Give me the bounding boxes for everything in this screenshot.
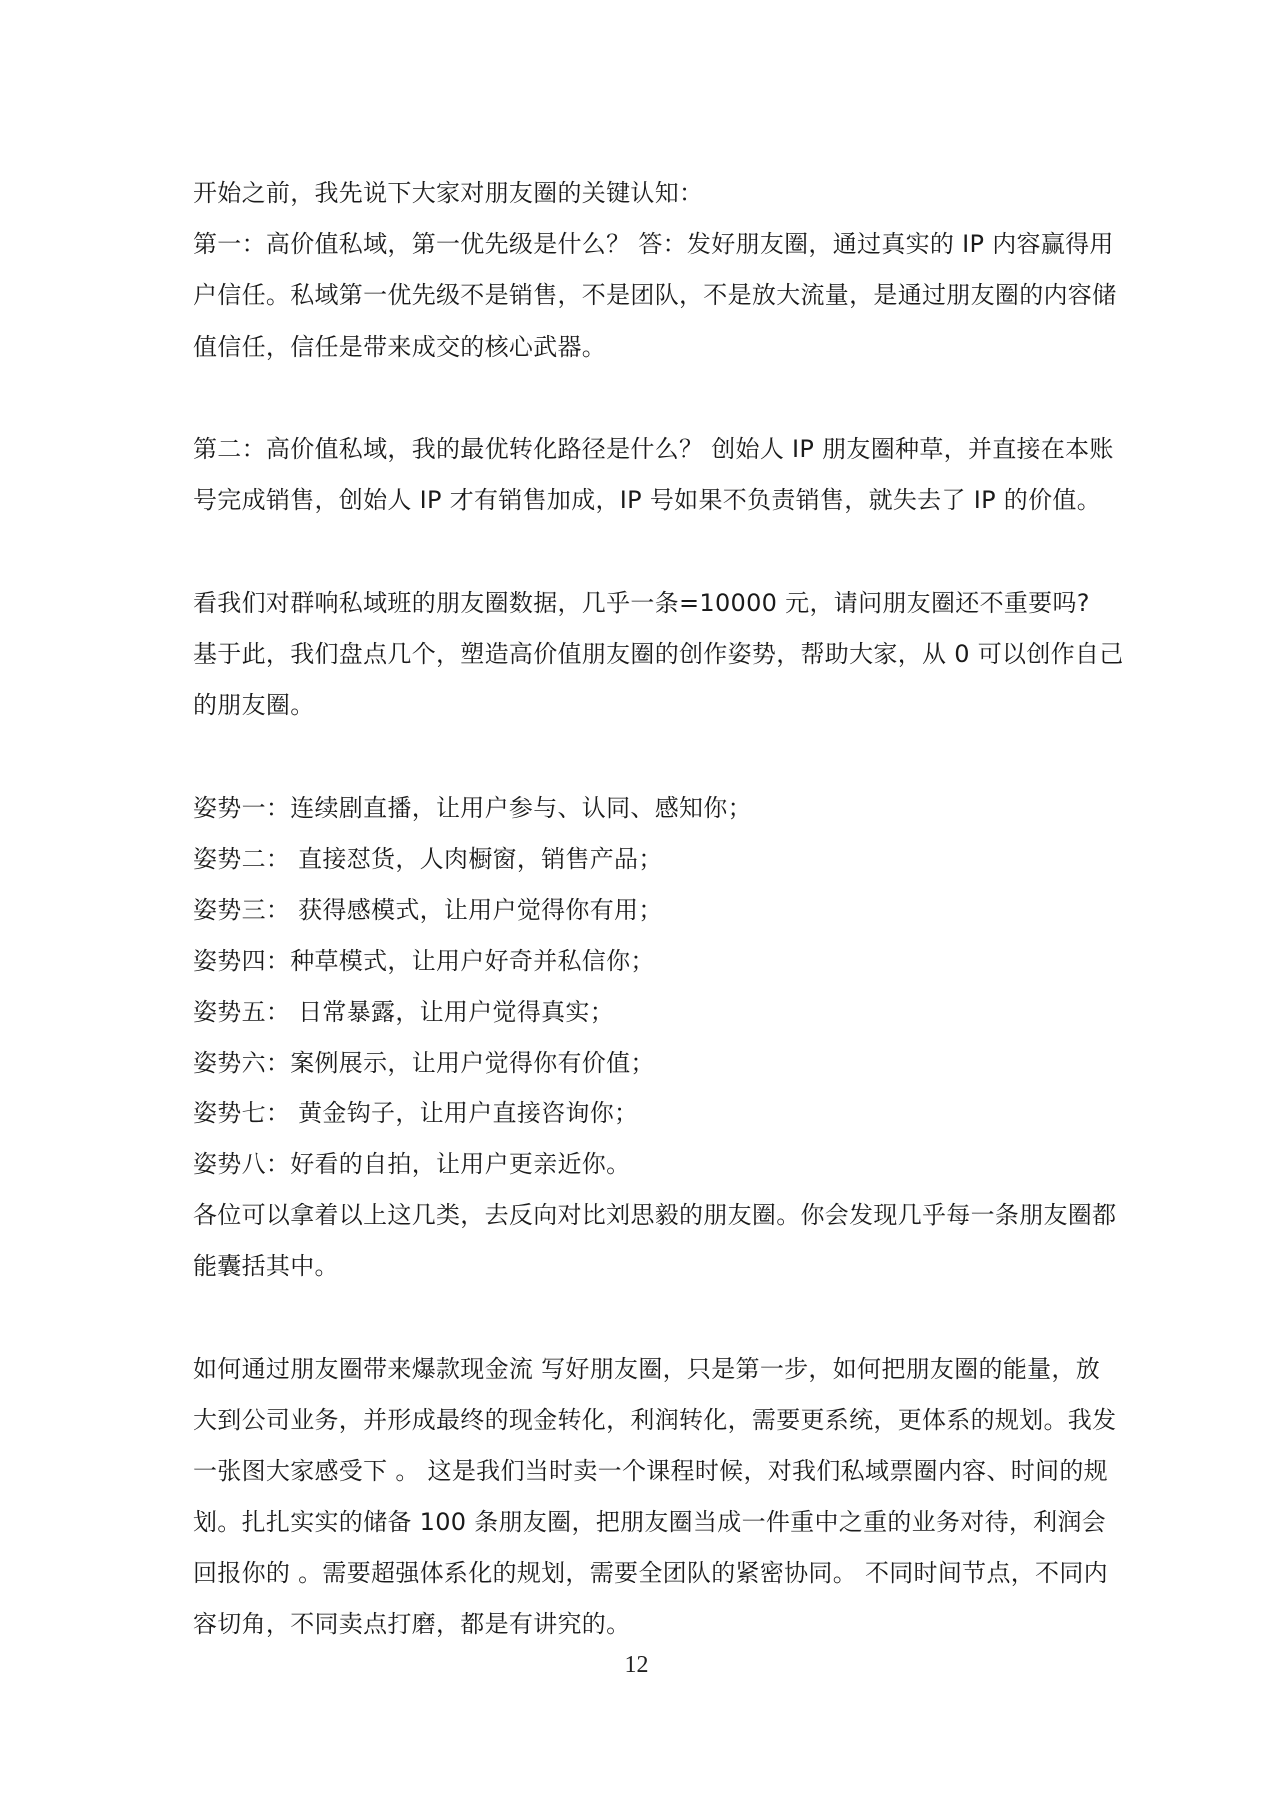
text-line: 的朋友圈。 bbox=[193, 691, 315, 719]
text-line: 能囊括其中。 bbox=[193, 1252, 339, 1280]
text-line: 开始之前，我先说下大家对朋友圈的关键认知： bbox=[193, 179, 704, 207]
text-line: 值信任，信任是带来成交的核心武器。 bbox=[193, 333, 607, 361]
text-line: 看我们对群响私域班的朋友圈数据，几乎一条=10000 元，请问朋友圈还不重要吗? bbox=[193, 589, 1090, 617]
text-line: 各位可以拿着以上这几类，去反向对比刘思毅的朋友圈。你会发现几乎每一条朋友圈都 bbox=[193, 1201, 1117, 1229]
list-item: 姿势八：好看的自拍，让用户更亲近你。 bbox=[193, 1150, 631, 1178]
text-line: 如何通过朋友圈带来爆款现金流 写好朋友圈，只是第一步，如何把朋友圈的能量，放 bbox=[193, 1355, 1101, 1383]
list-item: 姿势三： 获得感模式，让用户觉得你有用； bbox=[193, 896, 663, 924]
page-number: 12 bbox=[624, 1652, 649, 1678]
text-line: 划。扎扎实实的储备 100 条朋友圈，把朋友圈当成一件重中之重的业务对待，利润会 bbox=[193, 1508, 1107, 1536]
list-item: 姿势七： 黄金钩子，让用户直接咨询你； bbox=[193, 1099, 639, 1127]
text-line: 第一：高价值私域，第一优先级是什么？ 答：发好朋友圈，通过真实的 IP 内容赢得用 bbox=[193, 230, 1114, 258]
text-line: 基于此，我们盘点几个，塑造高价值朋友圈的创作姿势，帮助大家，从 0 可以创作自己 bbox=[193, 640, 1124, 668]
text-line: 户信任。私域第一优先级不是销售，不是团队，不是放大流量，是通过朋友圈的内容储 bbox=[193, 281, 1117, 309]
list-item: 姿势四：种草模式，让用户好奇并私信你； bbox=[193, 947, 655, 975]
list-item: 姿势五： 日常暴露，让用户觉得真实； bbox=[193, 998, 615, 1026]
text-line: 号完成销售，创始人 IP 才有销售加成，IP 号如果不负责销售，就失去了 IP 的价值。 bbox=[193, 486, 1101, 514]
text-line: 容切角，不同卖点打磨，都是有讲究的。 bbox=[193, 1610, 631, 1638]
text-line: 第二：高价值私域，我的最优转化路径是什么？ 创始人 IP 朋友圈种草，并直接在本账 bbox=[193, 435, 1114, 463]
text-line: 大到公司业务，并形成最终的现金转化，利润转化，需要更系统，更体系的规划。我发 bbox=[193, 1406, 1117, 1434]
text-line: 回报你的 。需要超强体系化的规划，需要全团队的紧密协同。 不同时间节点，不同内 bbox=[193, 1559, 1108, 1587]
list-item: 姿势一：连续剧直播，让用户参与、认同、感知你； bbox=[193, 794, 752, 822]
list-item: 姿势二： 直接怼货，人肉橱窗，销售产品； bbox=[193, 845, 663, 873]
list-item: 姿势六：案例展示，让用户觉得你有价值； bbox=[193, 1049, 655, 1077]
text-line: 一张图大家感受下 。 这是我们当时卖一个课程时候，对我们私域票圈内容、时间的规 bbox=[193, 1457, 1108, 1485]
